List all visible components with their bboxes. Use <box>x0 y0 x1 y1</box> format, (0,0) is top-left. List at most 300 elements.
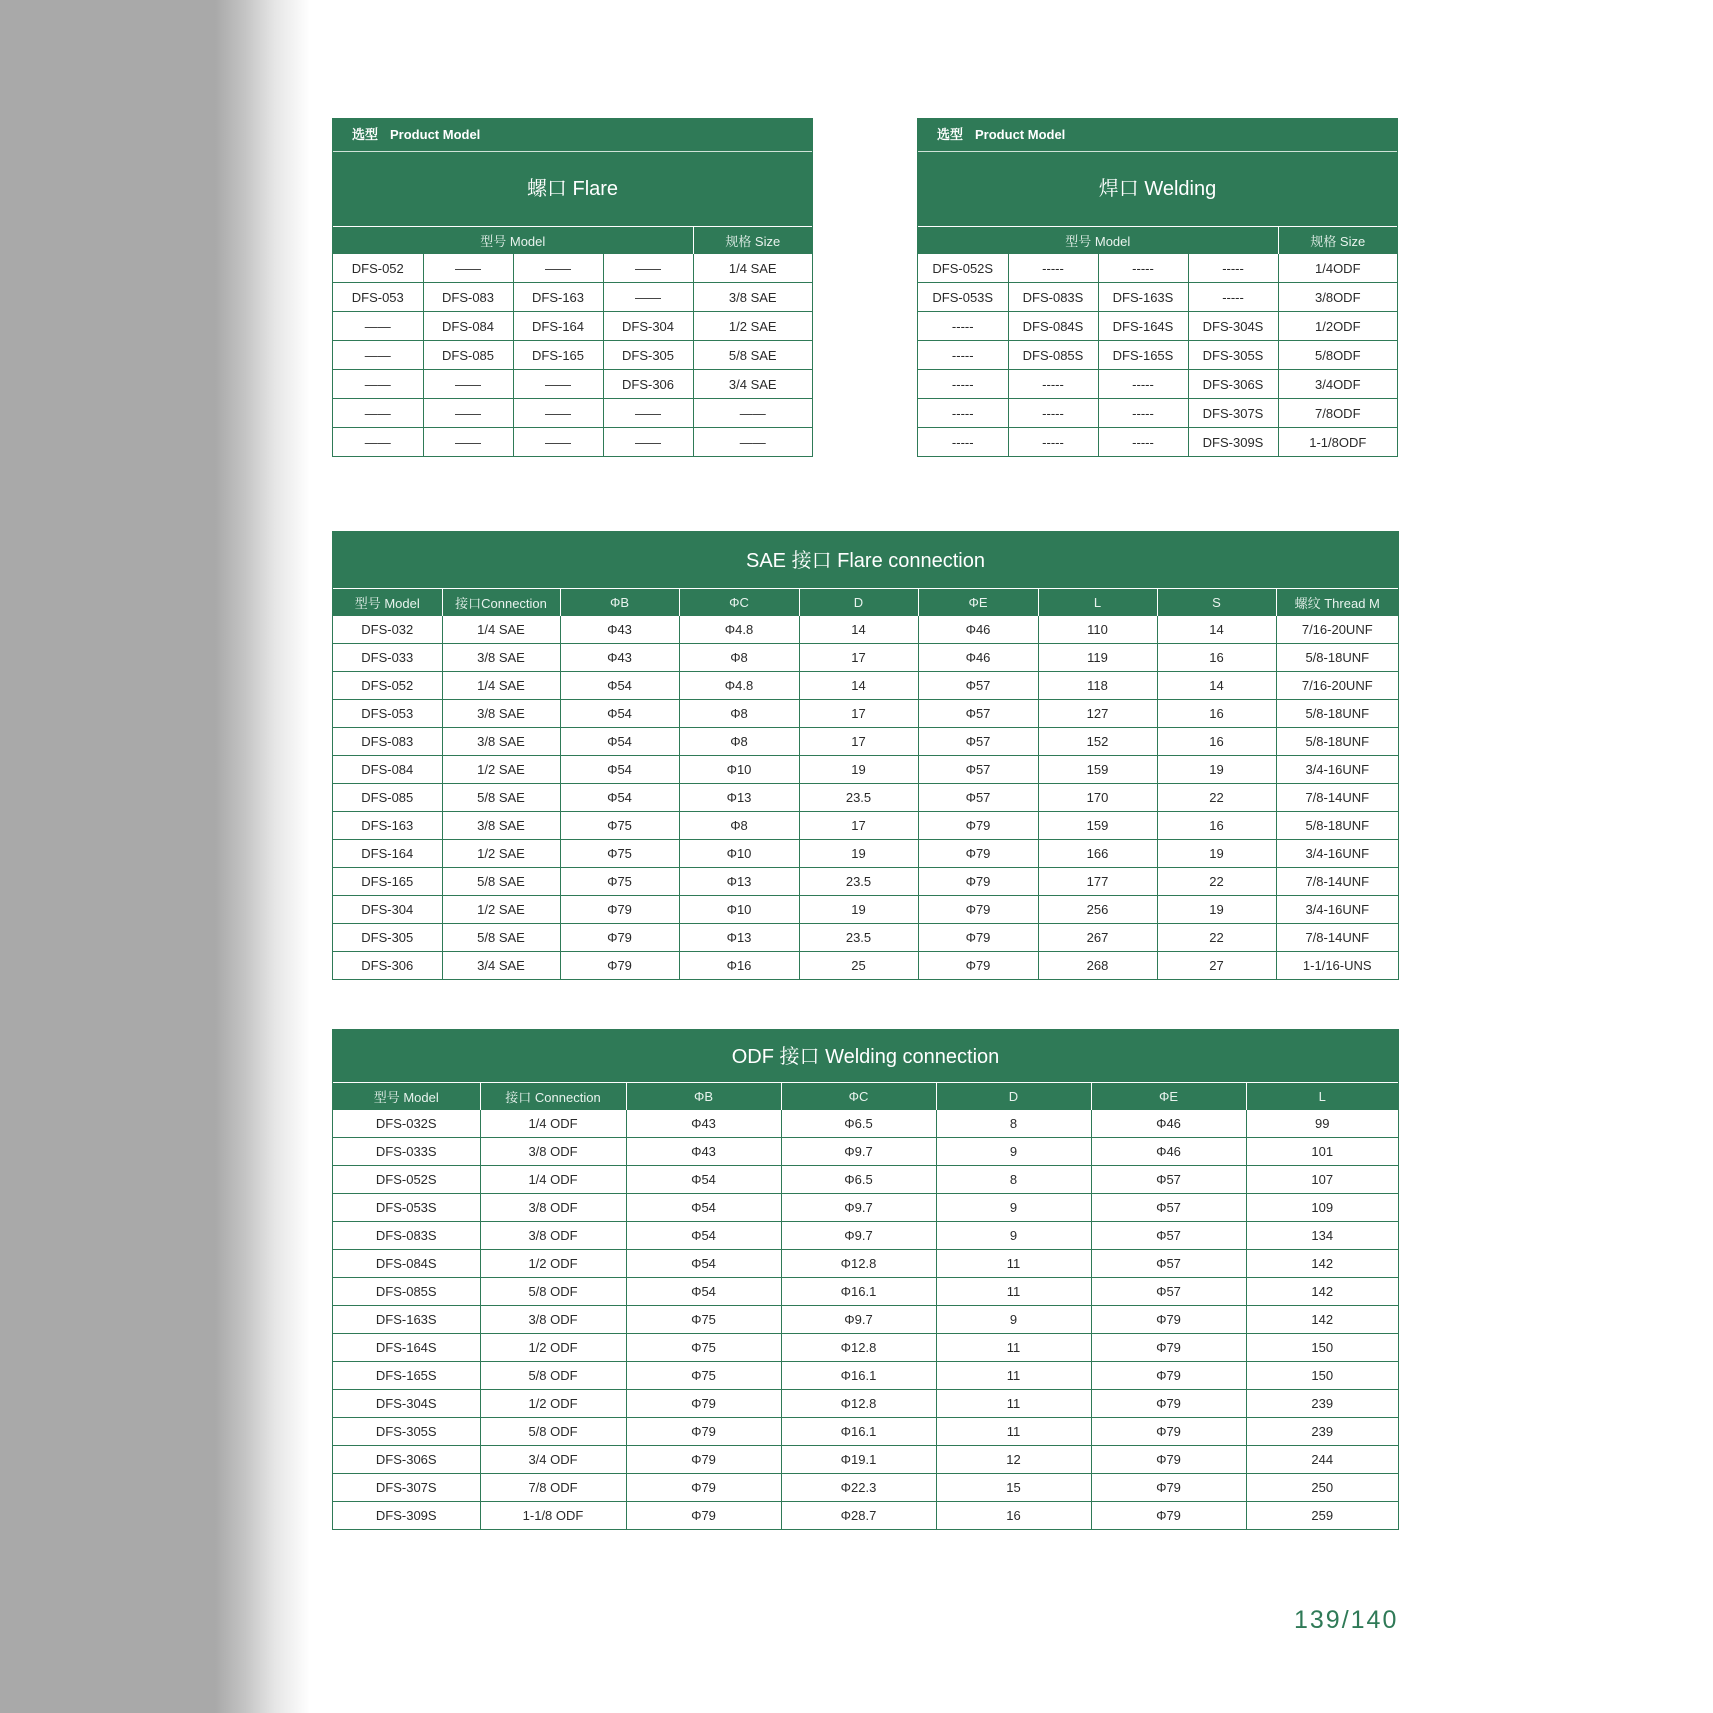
table-cell: Φ54 <box>560 756 679 784</box>
table-cell: —— <box>333 399 423 428</box>
table-cell: ----- <box>918 428 1008 457</box>
odf-table-row <box>333 1110 1398 1138</box>
table-cell: 256 <box>1038 896 1157 924</box>
sae-table-row <box>333 784 1398 812</box>
table-cell: Φ12.8 <box>781 1390 936 1418</box>
table-cell: Φ43 <box>626 1110 781 1138</box>
table-cell: DFS-083 <box>333 728 442 756</box>
table-cell: Φ79 <box>918 812 1038 840</box>
sae-table-row <box>333 672 1398 700</box>
table-cell: 3/4-16UNF <box>1276 756 1398 784</box>
table-cell: 9 <box>936 1138 1091 1166</box>
table-cell: Φ79 <box>1091 1418 1246 1446</box>
table-cell: Φ57 <box>1091 1278 1246 1306</box>
table-cell: ----- <box>1098 399 1188 428</box>
table-cell: Φ46 <box>1091 1110 1246 1138</box>
table-cell: 239 <box>1246 1390 1398 1418</box>
table-cell: DFS-306S <box>333 1446 480 1474</box>
table-cell: 11 <box>936 1278 1091 1306</box>
table-cell: —— <box>603 283 693 312</box>
table-cell: Φ79 <box>918 868 1038 896</box>
table-cell: ----- <box>918 399 1008 428</box>
column-header: 型号 Model <box>333 1083 480 1110</box>
sae-table-row <box>333 756 1398 784</box>
table-cell: 107 <box>1246 1166 1398 1194</box>
table-cell: 244 <box>1246 1446 1398 1474</box>
sae-table-row <box>333 700 1398 728</box>
weld-select-row <box>918 428 1397 457</box>
table-cell: Φ8 <box>679 700 799 728</box>
sae-table-row <box>333 924 1398 952</box>
table-cell: 142 <box>1246 1306 1398 1334</box>
flare-select-row <box>333 428 812 457</box>
odf-table-row <box>333 1474 1398 1502</box>
table-cell: Φ43 <box>560 644 679 672</box>
table-cell: DFS-163 <box>333 812 442 840</box>
table-cell: DFS-304S <box>333 1390 480 1418</box>
odf-table-row <box>333 1138 1398 1166</box>
table-cell: 268 <box>1038 952 1157 980</box>
table-cell: 14 <box>1157 616 1276 644</box>
table-cell: DFS-085S <box>1008 341 1098 370</box>
table-cell: —— <box>603 254 693 283</box>
table-cell: Φ79 <box>626 1390 781 1418</box>
table-cell: Φ57 <box>1091 1222 1246 1250</box>
table-cell: Φ79 <box>918 896 1038 924</box>
table-cell: ----- <box>918 312 1008 341</box>
odf-table-row <box>333 1334 1398 1362</box>
table-cell: DFS-164S <box>333 1334 480 1362</box>
flare-select-row <box>333 370 812 399</box>
table-cell: DFS-164 <box>333 840 442 868</box>
table-cell: 16 <box>1157 700 1276 728</box>
table-cell: 8 <box>936 1166 1091 1194</box>
table-cell: 14 <box>799 672 918 700</box>
table-cell: ----- <box>1188 283 1278 312</box>
table-cell: DFS-052S <box>918 254 1008 283</box>
table-cell: 3/8 ODF <box>480 1194 626 1222</box>
table-cell: 1/4 ODF <box>480 1166 626 1194</box>
table-cell: 1/2 ODF <box>480 1250 626 1278</box>
table-cell: ----- <box>918 341 1008 370</box>
select-tag: 选型 <box>352 127 379 142</box>
table-cell: 150 <box>1246 1334 1398 1362</box>
odf-table-row <box>333 1306 1398 1334</box>
weld-select-title: 焊口 Welding <box>918 152 1397 226</box>
table-cell: 3/8 ODF <box>480 1222 626 1250</box>
table-cell: Φ79 <box>626 1502 781 1530</box>
table-cell: ----- <box>1098 370 1188 399</box>
table-cell: DFS-084 <box>423 312 513 341</box>
table-cell: 14 <box>799 616 918 644</box>
table-cell: DFS-304S <box>1188 312 1278 341</box>
column-header: ΦB <box>626 1083 781 1110</box>
table-cell: Φ10 <box>679 840 799 868</box>
table-cell: 5/8 SAE <box>442 868 560 896</box>
table-cell: Φ57 <box>918 756 1038 784</box>
table-cell: 8 <box>936 1110 1091 1138</box>
table-cell: —— <box>333 428 423 457</box>
table-cell: 267 <box>1038 924 1157 952</box>
table-cell: DFS-306 <box>333 952 442 980</box>
table-cell: 5/8-18UNF <box>1276 700 1398 728</box>
table-cell: Φ57 <box>918 784 1038 812</box>
table-cell: 3/8 SAE <box>442 644 560 672</box>
select-tag-label: Product Model <box>390 127 481 142</box>
column-header: ΦE <box>1091 1083 1246 1110</box>
table-cell: Φ79 <box>918 840 1038 868</box>
table-cell: Φ8 <box>679 812 799 840</box>
table-cell: Φ54 <box>560 784 679 812</box>
table-cell: 110 <box>1038 616 1157 644</box>
table-cell: DFS-309S <box>333 1502 480 1530</box>
table-cell: 250 <box>1246 1474 1398 1502</box>
table-cell: 166 <box>1038 840 1157 868</box>
table-cell: DFS-083S <box>1008 283 1098 312</box>
table-cell: Φ79 <box>1091 1390 1246 1418</box>
table-cell: DFS-307S <box>1188 399 1278 428</box>
table-cell: 19 <box>1157 896 1276 924</box>
table-cell: Φ16 <box>679 952 799 980</box>
table-cell: DFS-304 <box>603 312 693 341</box>
table-cell: 99 <box>1246 1110 1398 1138</box>
weld-select-table <box>917 118 1398 457</box>
table-cell: Φ28.7 <box>781 1502 936 1530</box>
table-cell: DFS-052 <box>333 672 442 700</box>
page-number: 139/140 <box>1294 1606 1399 1634</box>
table-cell: Φ9.7 <box>781 1194 936 1222</box>
table-cell: DFS-163S <box>1098 283 1188 312</box>
table-cell: Φ9.7 <box>781 1138 936 1166</box>
table-cell: 1/2 SAE <box>442 756 560 784</box>
table-cell: Φ6.5 <box>781 1110 936 1138</box>
column-header: S <box>1157 589 1276 616</box>
table-cell: 1-1/16-UNS <box>1276 952 1398 980</box>
table-cell: 7/8-14UNF <box>1276 868 1398 896</box>
table-cell: Φ46 <box>918 644 1038 672</box>
table-cell: Φ4.8 <box>679 616 799 644</box>
table-cell: Φ13 <box>679 868 799 896</box>
table-cell: Φ79 <box>560 896 679 924</box>
table-cell: Φ16.1 <box>781 1362 936 1390</box>
column-header: L <box>1246 1083 1398 1110</box>
table-cell: —— <box>693 428 812 457</box>
table-cell: 16 <box>1157 812 1276 840</box>
sae-table-row <box>333 728 1398 756</box>
table-cell: 11 <box>936 1390 1091 1418</box>
table-cell: Φ10 <box>679 896 799 924</box>
table-cell: 177 <box>1038 868 1157 896</box>
table-cell: 15 <box>936 1474 1091 1502</box>
table-cell: Φ57 <box>1091 1166 1246 1194</box>
flare-select-table <box>332 118 813 457</box>
table-cell: —— <box>603 428 693 457</box>
table-cell: Φ75 <box>626 1334 781 1362</box>
table-cell: 3/8 SAE <box>693 283 812 312</box>
table-cell: 1/2 SAE <box>442 896 560 924</box>
table-cell: Φ43 <box>560 616 679 644</box>
table-cell: 11 <box>936 1334 1091 1362</box>
weld-select-row <box>918 254 1397 283</box>
table-cell: Φ54 <box>626 1166 781 1194</box>
column-header: 接口Connection <box>442 589 560 616</box>
table-cell: 3/8ODF <box>1278 283 1397 312</box>
table-cell: Φ43 <box>626 1138 781 1166</box>
odf-table-row <box>333 1222 1398 1250</box>
flare-select-title: 螺口 Flare <box>333 152 812 226</box>
column-header: L <box>1038 589 1157 616</box>
table-cell: —— <box>333 312 423 341</box>
table-cell: Φ75 <box>626 1362 781 1390</box>
odf-table-body <box>333 1110 1398 1530</box>
select-tag: 选型 <box>937 127 964 142</box>
table-cell: 1/2 ODF <box>480 1334 626 1362</box>
table-cell: —— <box>693 399 812 428</box>
table-cell: 150 <box>1246 1362 1398 1390</box>
column-header: ΦC <box>781 1083 936 1110</box>
odf-table-row <box>333 1250 1398 1278</box>
table-cell: ----- <box>1008 370 1098 399</box>
table-cell: DFS-305S <box>1188 341 1278 370</box>
model-header: 型号 Model <box>333 227 693 254</box>
table-cell: 7/16-20UNF <box>1276 616 1398 644</box>
table-cell: 1-1/8ODF <box>1278 428 1397 457</box>
table-cell: 16 <box>1157 644 1276 672</box>
table-cell: Φ79 <box>626 1474 781 1502</box>
table-cell: ----- <box>1098 254 1188 283</box>
table-cell: Φ4.8 <box>679 672 799 700</box>
sae-table-row <box>333 644 1398 672</box>
column-header: D <box>936 1083 1091 1110</box>
weld-select-row <box>918 399 1397 428</box>
sae-table-row <box>333 840 1398 868</box>
table-cell: Φ6.5 <box>781 1166 936 1194</box>
table-cell: —— <box>423 399 513 428</box>
table-cell: DFS-304 <box>333 896 442 924</box>
table-cell: Φ57 <box>918 728 1038 756</box>
table-cell: —— <box>513 370 603 399</box>
table-cell: 5/8-18UNF <box>1276 812 1398 840</box>
table-cell: Φ12.8 <box>781 1334 936 1362</box>
table-cell: 5/8-18UNF <box>1276 728 1398 756</box>
table-cell: 119 <box>1038 644 1157 672</box>
table-cell: 118 <box>1038 672 1157 700</box>
table-cell: 19 <box>799 896 918 924</box>
table-cell: 5/8 SAE <box>442 924 560 952</box>
table-cell: DFS-053S <box>918 283 1008 312</box>
table-cell: 259 <box>1246 1502 1398 1530</box>
sae-table-row <box>333 616 1398 644</box>
table-cell: 16 <box>936 1502 1091 1530</box>
sae-table-row <box>333 896 1398 924</box>
odf-connection-table <box>332 1029 1399 1530</box>
table-cell: 3/4 SAE <box>693 370 812 399</box>
table-cell: DFS-053S <box>333 1194 480 1222</box>
column-header: ΦE <box>918 589 1038 616</box>
table-cell: DFS-052 <box>333 254 423 283</box>
table-cell: ----- <box>1098 428 1188 457</box>
table-cell: Φ79 <box>1091 1474 1246 1502</box>
table-cell: Φ13 <box>679 924 799 952</box>
table-cell: DFS-305 <box>603 341 693 370</box>
flare-select-row <box>333 312 812 341</box>
table-cell: DFS-163S <box>333 1306 480 1334</box>
table-cell: 17 <box>799 812 918 840</box>
column-header: 螺纹 Thread M <box>1276 589 1398 616</box>
table-cell: Φ12.8 <box>781 1250 936 1278</box>
table-cell: 3/8 ODF <box>480 1306 626 1334</box>
table-cell: DFS-084S <box>1008 312 1098 341</box>
table-cell: 23.5 <box>799 868 918 896</box>
table-cell: —— <box>423 370 513 399</box>
table-cell: 101 <box>1246 1138 1398 1166</box>
table-cell: DFS-083 <box>423 283 513 312</box>
table-cell: 5/8 ODF <box>480 1278 626 1306</box>
flare-select-row <box>333 341 812 370</box>
sae-table-title: SAE 接口 Flare connection <box>333 532 1398 588</box>
table-cell: Φ54 <box>626 1222 781 1250</box>
odf-table-row <box>333 1194 1398 1222</box>
column-header: 接口 Connection <box>480 1083 626 1110</box>
table-cell: DFS-305 <box>333 924 442 952</box>
sae-table-row <box>333 952 1398 980</box>
table-cell: 3/4-16UNF <box>1276 840 1398 868</box>
weld-select-row <box>918 283 1397 312</box>
table-cell: 9 <box>936 1306 1091 1334</box>
table-cell: —— <box>513 399 603 428</box>
select-tag-label: Product Model <box>975 127 1066 142</box>
table-cell: ----- <box>1008 399 1098 428</box>
table-cell: 5/8-18UNF <box>1276 644 1398 672</box>
table-cell: 7/8ODF <box>1278 399 1397 428</box>
table-cell: Φ8 <box>679 728 799 756</box>
odf-table-row <box>333 1390 1398 1418</box>
table-cell: 14 <box>1157 672 1276 700</box>
table-cell: 5/8 SAE <box>442 784 560 812</box>
table-cell: 127 <box>1038 700 1157 728</box>
column-header: D <box>799 589 918 616</box>
table-cell: 109 <box>1246 1194 1398 1222</box>
table-cell: DFS-085 <box>423 341 513 370</box>
table-cell: 1/4 SAE <box>442 672 560 700</box>
table-cell: 142 <box>1246 1250 1398 1278</box>
table-cell: 3/4-16UNF <box>1276 896 1398 924</box>
table-cell: 19 <box>799 756 918 784</box>
table-cell: —— <box>423 254 513 283</box>
table-cell: 11 <box>936 1362 1091 1390</box>
table-cell: 7/16-20UNF <box>1276 672 1398 700</box>
table-cell: DFS-163 <box>513 283 603 312</box>
odf-table-row <box>333 1446 1398 1474</box>
table-cell: Φ46 <box>918 616 1038 644</box>
table-cell: Φ79 <box>1091 1446 1246 1474</box>
flare-select-row <box>333 283 812 312</box>
table-cell: Φ79 <box>1091 1334 1246 1362</box>
table-cell: 17 <box>799 700 918 728</box>
table-cell: DFS-085 <box>333 784 442 812</box>
sae-table-row <box>333 812 1398 840</box>
table-cell: 152 <box>1038 728 1157 756</box>
table-cell: 5/8 ODF <box>480 1362 626 1390</box>
table-cell: 142 <box>1246 1278 1398 1306</box>
table-cell: DFS-164S <box>1098 312 1188 341</box>
model-header: 型号 Model <box>918 227 1278 254</box>
column-header: ΦC <box>679 589 799 616</box>
table-cell: 23.5 <box>799 924 918 952</box>
table-cell: Φ54 <box>560 728 679 756</box>
weld-select-topbar <box>918 119 1397 152</box>
table-cell: 1/4 SAE <box>442 616 560 644</box>
table-cell: 1/4 SAE <box>693 254 812 283</box>
table-cell: 170 <box>1038 784 1157 812</box>
table-cell: Φ57 <box>918 672 1038 700</box>
flare-select-topbar <box>333 119 812 152</box>
table-cell: Φ54 <box>560 672 679 700</box>
table-cell: DFS-032 <box>333 616 442 644</box>
table-cell: 9 <box>936 1222 1091 1250</box>
table-cell: DFS-053 <box>333 283 423 312</box>
table-cell: Φ79 <box>1091 1502 1246 1530</box>
table-cell: 3/8 SAE <box>442 728 560 756</box>
table-cell: Φ79 <box>918 924 1038 952</box>
table-cell: 19 <box>1157 840 1276 868</box>
table-cell: ----- <box>1008 254 1098 283</box>
table-cell: 159 <box>1038 812 1157 840</box>
table-cell: 239 <box>1246 1418 1398 1446</box>
table-cell: 25 <box>799 952 918 980</box>
table-cell: 7/8 ODF <box>480 1474 626 1502</box>
table-cell: 3/4 SAE <box>442 952 560 980</box>
table-cell: 7/8-14UNF <box>1276 924 1398 952</box>
table-cell: DFS-085S <box>333 1278 480 1306</box>
table-cell: Φ79 <box>560 924 679 952</box>
flare-select-row <box>333 254 812 283</box>
table-cell: —— <box>333 370 423 399</box>
table-cell: DFS-084 <box>333 756 442 784</box>
sae-header-row <box>333 589 1398 616</box>
weld-select-row <box>918 370 1397 399</box>
table-cell: DFS-307S <box>333 1474 480 1502</box>
column-header: ΦB <box>560 589 679 616</box>
table-cell: DFS-033 <box>333 644 442 672</box>
table-cell: Φ79 <box>560 952 679 980</box>
flare-select-body <box>333 254 812 457</box>
table-cell: Φ19.1 <box>781 1446 936 1474</box>
table-cell: 1/2 SAE <box>442 840 560 868</box>
table-cell: DFS-032S <box>333 1110 480 1138</box>
table-cell: 3/8 SAE <box>442 700 560 728</box>
table-cell: Φ57 <box>1091 1194 1246 1222</box>
table-cell: Φ9.7 <box>781 1306 936 1334</box>
table-cell: 3/4ODF <box>1278 370 1397 399</box>
table-cell: Φ13 <box>679 784 799 812</box>
table-cell: 3/8 ODF <box>480 1138 626 1166</box>
table-cell: 23.5 <box>799 784 918 812</box>
table-cell: ----- <box>1188 254 1278 283</box>
table-cell: Φ79 <box>918 952 1038 980</box>
table-cell: Φ57 <box>1091 1250 1246 1278</box>
table-cell: Φ54 <box>626 1194 781 1222</box>
table-cell: ----- <box>918 370 1008 399</box>
table-cell: 22 <box>1157 924 1276 952</box>
page-shadow <box>0 0 310 1713</box>
table-cell: 16 <box>1157 728 1276 756</box>
table-cell: —— <box>423 428 513 457</box>
table-cell: 11 <box>936 1418 1091 1446</box>
table-cell: 5/8 SAE <box>693 341 812 370</box>
size-header: 规格 Size <box>1278 227 1397 254</box>
table-cell: 1/4ODF <box>1278 254 1397 283</box>
